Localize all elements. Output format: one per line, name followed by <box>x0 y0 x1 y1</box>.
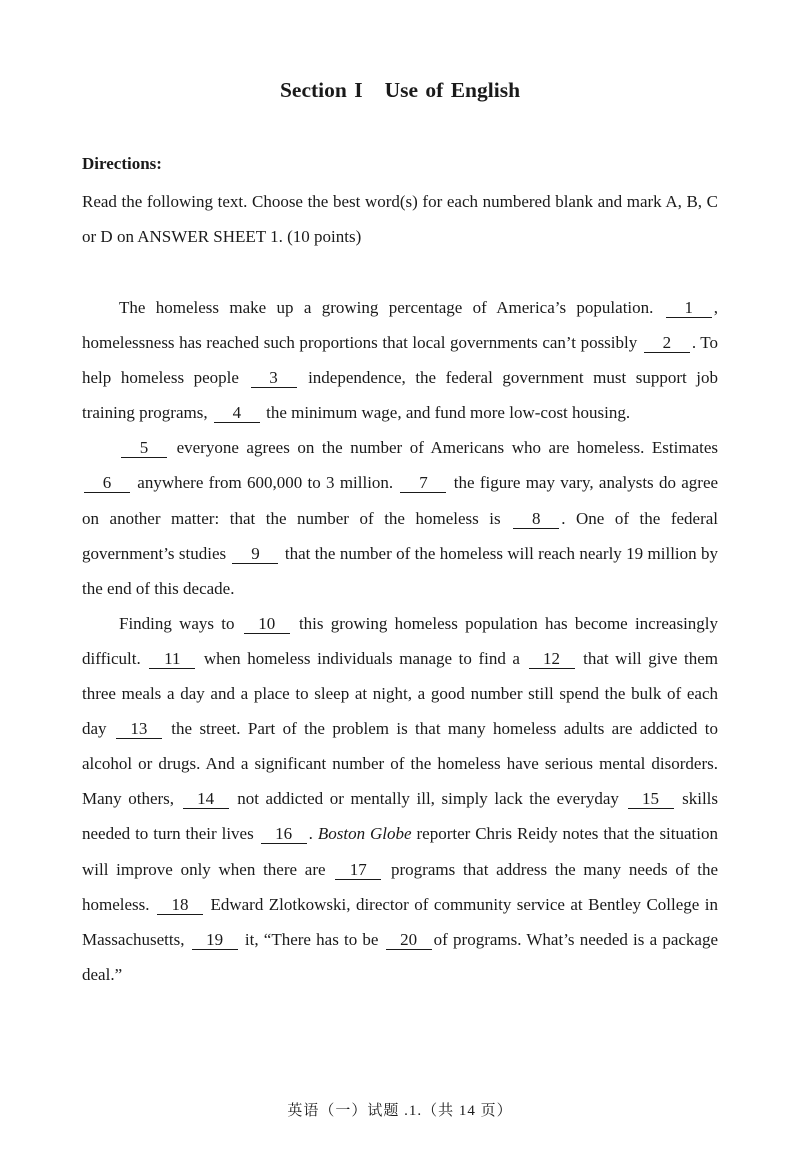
text: The homeless make up a growing percentage of America’s population. <box>119 298 654 317</box>
blank-18: 18 <box>157 896 203 915</box>
blank-5: 5 <box>121 439 167 458</box>
text: . To help homeless people <box>82 333 719 388</box>
section-numeral: I <box>354 78 363 102</box>
text: reporter Chris Reidy notes that the situation will improve only when there are <box>82 824 718 879</box>
section-label: Section <box>279 78 347 102</box>
blank-10: 10 <box>244 615 290 634</box>
text: that will give them three meals a day and a place to sleep at night, a good number still spend the bulk of each day <box>82 648 719 739</box>
paragraph-2 <box>82 430 718 605</box>
publication-name: Boston Globe <box>317 824 412 844</box>
text: , homelessness has reached such proportions that local governments can’t possibly <box>82 298 718 353</box>
blank-11: 11 <box>149 650 195 669</box>
text: Finding ways to <box>119 613 235 633</box>
text: independence, the federal government must support job training programs, <box>82 368 719 423</box>
section-title <box>0 78 800 103</box>
blank-4: 4 <box>214 404 260 423</box>
blank-17: 17 <box>335 861 381 880</box>
blank-20: 20 <box>386 931 432 950</box>
text: . <box>308 824 313 844</box>
blank-16: 16 <box>261 825 307 844</box>
text: programs that address the many needs of the homeless. <box>82 859 719 914</box>
paragraph-3 <box>82 606 718 992</box>
blank-8: 8 <box>513 510 559 529</box>
passage <box>82 290 718 992</box>
text: the minimum wage, and fund more low-cost housing. <box>266 403 631 423</box>
blank-7: 7 <box>400 474 446 493</box>
text: the figure may vary, analysts do agree on another matter: that the number of the homeless is <box>82 473 719 528</box>
text: everyone agrees on the number of Americans who are homeless. Estimates <box>176 438 719 458</box>
text: that the number of the homeless will reach nearly 19 million by the end of this decade. <box>82 543 718 598</box>
blank-3: 3 <box>251 369 297 388</box>
blank-15: 15 <box>628 790 674 809</box>
text: anywhere from 600,000 to 3 million. <box>137 473 394 493</box>
directions-heading: Directions: <box>82 154 162 173</box>
text: skills needed to turn their lives <box>82 789 719 844</box>
text: when homeless individuals manage to find a <box>203 648 520 668</box>
blank-9: 9 <box>232 545 278 564</box>
page-footer: 英语（一）试题 .1.（共 14 页） <box>287 1103 513 1119</box>
blank-6: 6 <box>84 474 130 493</box>
directions-text: Read the following text. Choose the best word(s) for each numbered blank and mark A, B, C or D on ANSWER SHEET 1. (10 points) <box>82 192 718 246</box>
text: it, “There has to be <box>244 929 379 949</box>
paragraph-1 <box>82 290 718 430</box>
text: . One of the federal government’s studies <box>82 508 719 563</box>
blank-2: 2 <box>644 334 690 353</box>
text: this growing homeless population has become increasingly difficult. <box>82 613 719 668</box>
blank-14: 14 <box>183 790 229 809</box>
blank-12: 12 <box>529 650 575 669</box>
blank-19: 19 <box>192 931 238 950</box>
text: not addicted or mentally ill, simply lack the everyday <box>237 789 619 809</box>
section-name: Use of English <box>384 78 521 102</box>
text: the street. Part of the problem is that many homeless adults are addicted to alcohol or drugs. And a significant number of the homeless have serious mental disorders. Many others, <box>82 719 718 809</box>
blank-1: 1 <box>666 299 712 318</box>
text: Edward Zlotkowski, director of community service at Bentley College in Massachusetts, <box>82 894 719 949</box>
text: of programs. What’s needed is a package deal.” <box>82 929 719 984</box>
blank-13: 13 <box>116 720 162 739</box>
